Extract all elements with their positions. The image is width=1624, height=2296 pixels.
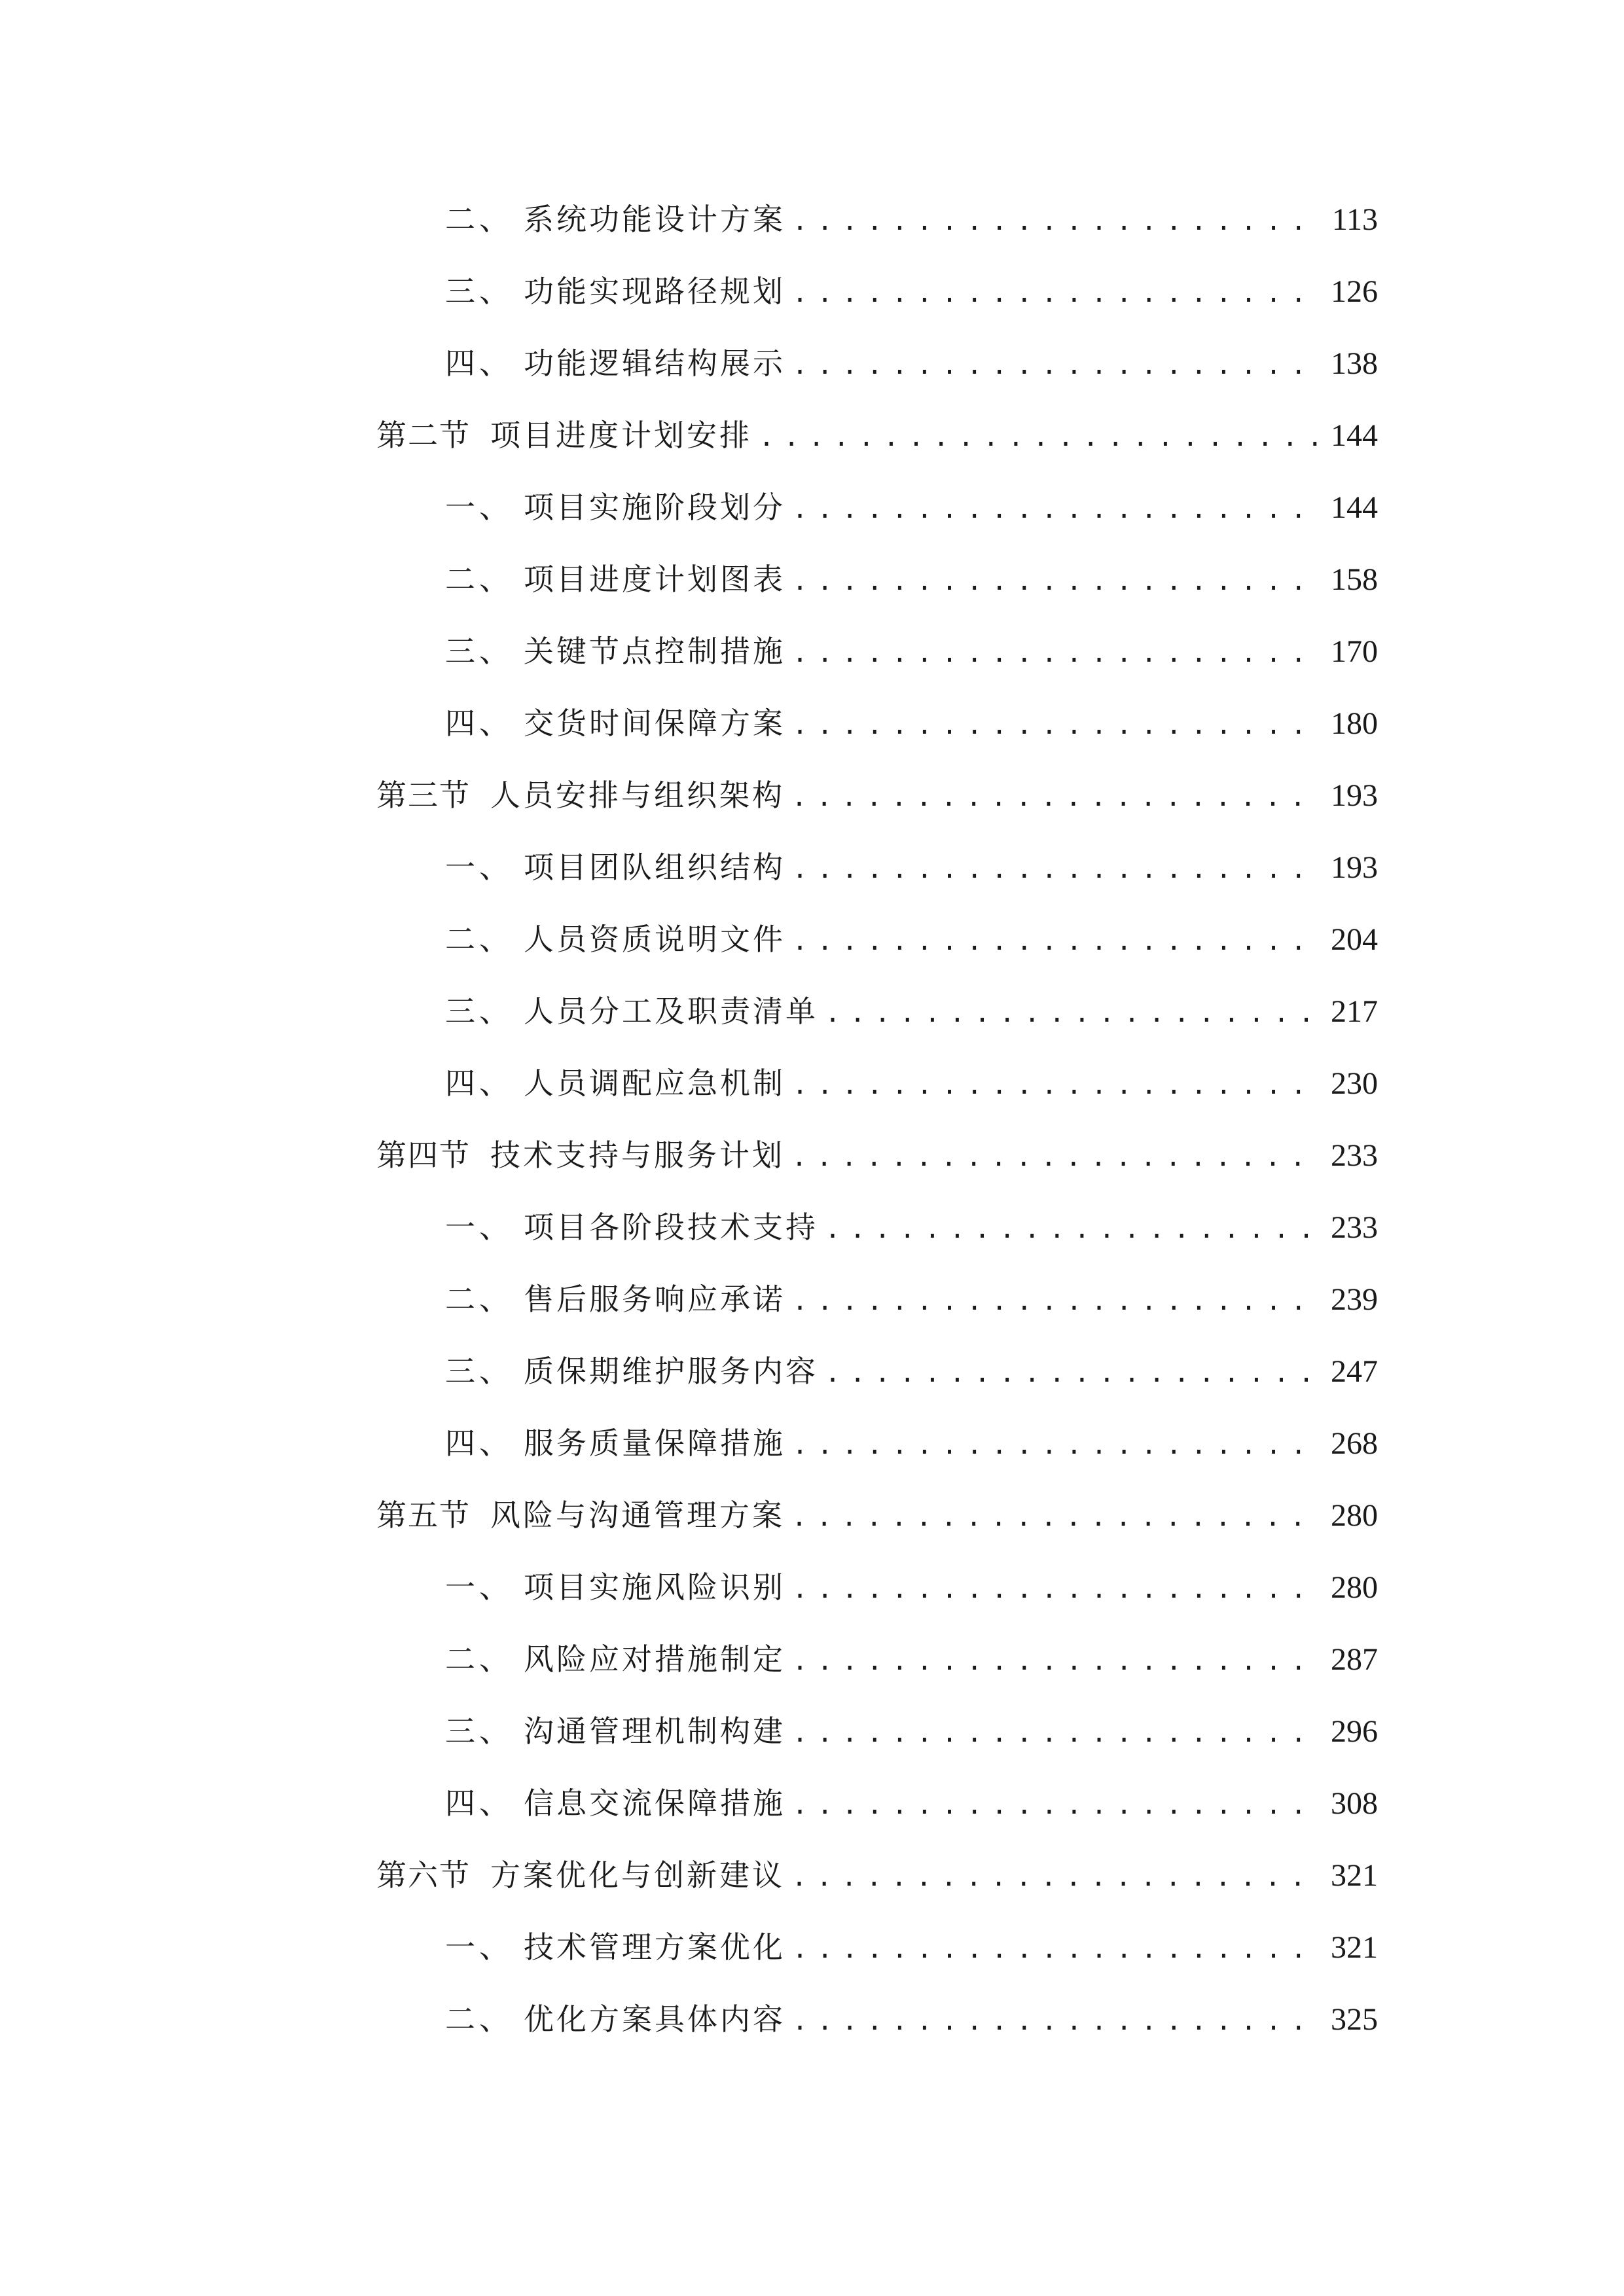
- toc-item-entry[interactable]: [376, 471, 1378, 543]
- toc-entry-number: 第六节: [376, 1857, 471, 1893]
- toc-dot-leader: [792, 617, 1318, 689]
- toc-entry-number: 一、: [445, 490, 513, 525]
- toc-entry-title: 人员资质说明文件: [524, 922, 785, 957]
- toc-entry-number: 四、: [445, 1426, 513, 1461]
- toc-entry-title: 信息交流保障措施: [524, 1785, 785, 1821]
- toc-entry-page-number: 233: [1331, 1138, 1378, 1173]
- toc-item-entry[interactable]: [376, 1047, 1378, 1119]
- toc-entry-page-number: 180: [1331, 706, 1378, 741]
- toc-entry-title: 技术支持与服务计划: [490, 1138, 785, 1173]
- toc-entry-number: 二、: [445, 1282, 513, 1317]
- toc-entry-number: 三、: [445, 634, 513, 669]
- toc-entry-number: 第三节: [376, 778, 471, 813]
- toc-item-entry[interactable]: [376, 327, 1378, 399]
- toc-entry-number: 三、: [445, 1354, 513, 1389]
- table-of-contents: [376, 183, 1378, 2055]
- toc-entry-title: 售后服务响应承诺: [524, 1282, 785, 1317]
- toc-dot-leader: [825, 977, 1318, 1049]
- toc-entry-title: 关键节点控制措施: [524, 634, 785, 669]
- toc-entry-page-number: 280: [1331, 1570, 1378, 1605]
- toc-item-entry[interactable]: [376, 1623, 1378, 1695]
- toc-entry-title: 人员安排与组织架构: [490, 778, 785, 813]
- toc-dot-leader: [792, 329, 1318, 401]
- toc-entry-page-number: 325: [1331, 2002, 1378, 2037]
- toc-item-entry[interactable]: [376, 1407, 1378, 1479]
- toc-dot-leader: [791, 1481, 1318, 1553]
- toc-entry-title: 项目实施风险识别: [524, 1570, 785, 1605]
- toc-entry-title: 技术管理方案优化: [524, 1929, 785, 1965]
- toc-dot-leader: [792, 1769, 1318, 1841]
- toc-item-entry[interactable]: [376, 687, 1378, 759]
- toc-item-entry[interactable]: [376, 615, 1378, 687]
- toc-entry-page-number: 158: [1331, 562, 1378, 597]
- toc-dot-leader: [792, 1409, 1318, 1481]
- toc-section-entry[interactable]: [376, 1479, 1378, 1551]
- toc-item-entry[interactable]: [376, 1335, 1378, 1407]
- toc-entry-title: 交货时间保障方案: [524, 706, 785, 741]
- toc-entry-number: 一、: [445, 850, 513, 885]
- toc-dot-leader: [759, 401, 1318, 473]
- toc-dot-leader: [792, 1265, 1318, 1337]
- toc-entry-title: 系统功能设计方案: [524, 202, 785, 237]
- toc-dot-leader: [792, 1553, 1318, 1625]
- toc-entry-title: 服务质量保障措施: [524, 1426, 785, 1461]
- toc-entry-page-number: 144: [1331, 418, 1378, 453]
- toc-item-entry[interactable]: [376, 255, 1378, 327]
- toc-entry-page-number: 296: [1331, 1714, 1378, 1749]
- toc-item-entry[interactable]: [376, 183, 1378, 255]
- toc-entry-page-number: 247: [1331, 1354, 1378, 1389]
- toc-dot-leader: [792, 473, 1318, 545]
- toc-entry-page-number: 144: [1331, 490, 1378, 525]
- toc-entry-page-number: 170: [1331, 634, 1378, 669]
- toc-entry-title: 风险应对措施制定: [524, 1641, 785, 1677]
- toc-entry-number: 三、: [445, 274, 513, 309]
- toc-entry-number: 一、: [445, 1210, 513, 1245]
- toc-entry-page-number: 287: [1331, 1642, 1378, 1677]
- toc-entry-number: 第五节: [376, 1498, 471, 1533]
- toc-entry-number: 一、: [445, 1570, 513, 1605]
- toc-item-entry[interactable]: [376, 1695, 1378, 1767]
- toc-entry-title: 沟通管理机制构建: [524, 1713, 785, 1749]
- toc-entry-page-number: 217: [1331, 994, 1378, 1029]
- toc-entry-number: 二、: [445, 202, 513, 237]
- toc-entry-page-number: 308: [1331, 1786, 1378, 1821]
- toc-item-entry[interactable]: [376, 1983, 1378, 2055]
- toc-section-entry[interactable]: [376, 759, 1378, 831]
- toc-dot-leader: [792, 1913, 1318, 1985]
- toc-entry-number: 三、: [445, 994, 513, 1029]
- toc-dot-leader: [792, 689, 1318, 761]
- toc-entry-title: 功能逻辑结构展示: [524, 346, 785, 381]
- toc-dot-leader: [791, 761, 1318, 833]
- toc-dot-leader: [791, 1841, 1318, 1913]
- toc-entry-title: 人员调配应急机制: [524, 1066, 785, 1101]
- toc-dot-leader: [792, 1049, 1318, 1121]
- toc-entry-title: 方案优化与创新建议: [490, 1857, 785, 1893]
- toc-dot-leader: [792, 1697, 1318, 1769]
- toc-entry-number: 四、: [445, 1066, 513, 1101]
- toc-item-entry[interactable]: [376, 903, 1378, 975]
- toc-entry-number: 四、: [445, 346, 513, 381]
- toc-entry-title: 人员分工及职责清单: [524, 994, 818, 1029]
- toc-section-entry[interactable]: [376, 399, 1378, 471]
- toc-entry-page-number: 239: [1331, 1282, 1378, 1317]
- toc-entry-number: 四、: [445, 1785, 513, 1821]
- toc-entry-page-number: 193: [1331, 850, 1378, 885]
- toc-entry-title: 质保期维护服务内容: [524, 1354, 818, 1389]
- toc-entry-page-number: 204: [1331, 922, 1378, 957]
- toc-entry-page-number: 280: [1331, 1498, 1378, 1533]
- toc-entry-page-number: 126: [1331, 274, 1378, 309]
- toc-entry-title: 项目进度计划图表: [524, 562, 785, 597]
- toc-section-entry[interactable]: [376, 1119, 1378, 1191]
- toc-entry-number: 二、: [445, 2001, 513, 2037]
- toc-entry-page-number: 233: [1331, 1210, 1378, 1245]
- toc-entry-number: 二、: [445, 1641, 513, 1677]
- toc-entry-number: 第二节: [376, 418, 471, 453]
- toc-entry-number: 二、: [445, 922, 513, 957]
- toc-dot-leader: [791, 1121, 1318, 1193]
- toc-entry-number: 一、: [445, 1929, 513, 1965]
- toc-entry-page-number: 230: [1331, 1066, 1378, 1101]
- toc-section-entry[interactable]: [376, 1839, 1378, 1911]
- toc-dot-leader: [792, 545, 1318, 617]
- toc-entry-title: 项目进度计划安排: [490, 418, 752, 453]
- toc-item-entry[interactable]: [376, 831, 1378, 903]
- toc-item-entry[interactable]: [376, 1767, 1378, 1839]
- toc-entry-title: 优化方案具体内容: [524, 2001, 785, 2037]
- toc-dot-leader: [825, 1337, 1318, 1409]
- toc-dot-leader: [792, 905, 1318, 977]
- toc-entry-page-number: 113: [1331, 202, 1378, 237]
- toc-entry-number: 四、: [445, 706, 513, 741]
- toc-entry-page-number: 321: [1331, 1930, 1378, 1965]
- toc-dot-leader: [792, 257, 1318, 329]
- toc-entry-page-number: 193: [1331, 778, 1378, 813]
- toc-entry-page-number: 321: [1331, 1858, 1378, 1893]
- toc-entry-number: 第四节: [376, 1138, 471, 1173]
- toc-entry-page-number: 268: [1331, 1426, 1378, 1461]
- toc-dot-leader: [792, 1625, 1318, 1697]
- toc-dot-leader: [792, 1985, 1318, 2057]
- toc-entry-title: 项目各阶段技术支持: [524, 1210, 818, 1245]
- toc-entry-title: 风险与沟通管理方案: [490, 1498, 785, 1533]
- toc-item-entry[interactable]: [376, 1263, 1378, 1335]
- toc-entry-title: 项目团队组织结构: [524, 850, 785, 885]
- toc-entry-number: 二、: [445, 562, 513, 597]
- toc-item-entry[interactable]: [376, 1911, 1378, 1983]
- toc-item-entry[interactable]: [376, 1551, 1378, 1623]
- toc-item-entry[interactable]: [376, 543, 1378, 615]
- toc-dot-leader: [792, 185, 1318, 257]
- toc-dot-leader: [792, 833, 1318, 905]
- toc-item-entry[interactable]: [376, 975, 1378, 1047]
- toc-entry-title: 功能实现路径规划: [524, 274, 785, 309]
- toc-entry-page-number: 138: [1331, 346, 1378, 381]
- toc-entry-title: 项目实施阶段划分: [524, 490, 785, 525]
- toc-dot-leader: [825, 1193, 1318, 1265]
- toc-entry-number: 三、: [445, 1713, 513, 1749]
- toc-item-entry[interactable]: [376, 1191, 1378, 1263]
